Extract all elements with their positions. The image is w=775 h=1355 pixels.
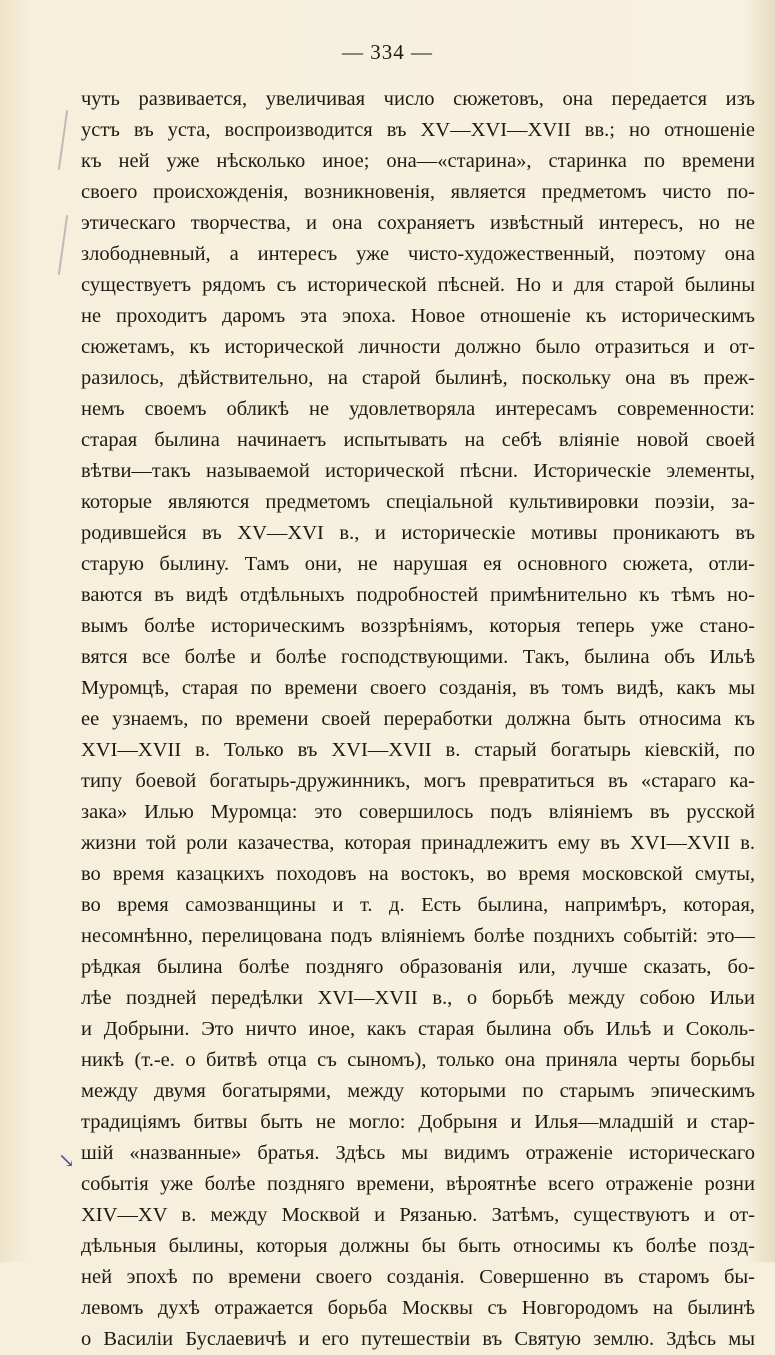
text-line: XVI—XVII в. Только въ XVI—XVII в. старый богатырь кіевскій, по: [81, 739, 755, 761]
text-line: не проходитъ даромъ эта эпоха. Новое отношеніе къ историческимъ: [81, 305, 755, 327]
text-line: во время самозванщины и т. д. Есть былина, напримѣръ, которая,: [81, 894, 755, 916]
text-line: ее узнаемъ, по времени своей переработки должна быть относима къ: [81, 708, 755, 730]
text-line: этическаго творчества, и она сохраняетъ извѣстный интересъ, но не: [81, 212, 755, 234]
text-line: вятся все болѣе и болѣе господствующими. Такъ, былина объ Ильѣ: [81, 646, 755, 668]
text-line: къ ней уже нѣсколько иное; она—«старина», старинка по времени: [81, 150, 755, 172]
text-line: и Добрыни. Это ничто иное, какъ старая былина объ Ильѣ и Соколь-: [81, 1018, 755, 1040]
text-line: жизни той роли казачества, которая принадлежитъ ему въ XVI—XVII в.: [81, 832, 755, 854]
text-line: ваются въ видѣ отдѣльныхъ подробностей примѣнительно къ тѣмъ но-: [81, 584, 755, 606]
text-line: чуть развивается, увеличивая число сюжетовъ, она передается изъ: [81, 88, 755, 110]
text-line: во время казацкихъ походовъ на востокъ, во время московской смуты,: [81, 863, 755, 885]
text-line: существуетъ рядомъ съ исторической пѣсней. Но и для старой былины: [81, 274, 755, 296]
text-line: вѣтви—такъ называемой исторической пѣсни. Историческіе элементы,: [81, 460, 755, 482]
text-line: злободневный, а интересъ уже чисто-художественный, поэтому она: [81, 243, 755, 265]
text-line: ней эпохѣ по времени своего созданія. Совершенно въ старомъ бы-: [81, 1266, 755, 1288]
text-line: которые являются предметомъ спеціальной культивировки поэзіи, за-: [81, 491, 755, 513]
text-line: вымъ болѣе историческимъ воззрѣніямъ, которыя теперь уже стано-: [81, 615, 755, 637]
margin-arrow-mark: ↘: [58, 1150, 75, 1172]
text-line: о Василіи Буслаевичѣ и его путешествіи въ Святую землю. Здѣсь мы: [81, 1328, 755, 1350]
text-line: шій «названные» братья. Здѣсь мы видимъ отраженіе историческаго: [81, 1142, 755, 1164]
text-line: традиціямъ битвы быть не могло: Добрыня и Илья—младшій и стар-: [81, 1111, 755, 1133]
margin-pencil-stroke: [58, 215, 68, 275]
text-line: рѣдкая былина болѣе поздняго образованія или, лучше сказать, бо-: [81, 956, 755, 978]
text-line: дѣльныя былины, которыя должны бы быть относимы къ болѣе позд-: [81, 1235, 755, 1257]
text-line: немъ своемъ обликѣ не удовлетворяла интересамъ современности:: [81, 398, 755, 420]
text-line: сюжетамъ, къ исторической личности должно было отразиться и от-: [81, 336, 755, 358]
text-line: устъ въ уста, воспроизводится въ XV—XVI—XVII вв.; но отношеніе: [81, 119, 755, 141]
text-line: Муромцѣ, старая по времени своего созданія, въ томъ видѣ, какъ мы: [81, 677, 755, 699]
margin-pencil-stroke: [58, 110, 68, 170]
text-line: зака» Илью Муромца: это совершилось подъ вліяніемъ въ русской: [81, 801, 755, 823]
body-text: [81, 84, 755, 1355]
text-line: своего происхожденія, возникновенія, является предметомъ чисто по-: [81, 181, 755, 203]
text-line: событія уже болѣе поздняго времени, вѣроятнѣе всего отраженіе розни: [81, 1173, 755, 1195]
text-line: разилось, дѣйствительно, на старой былинѣ, поскольку она въ преж-: [81, 367, 755, 389]
page-number: — 334 —: [342, 40, 433, 64]
text-line: XIV—XV в. между Москвой и Рязанью. Затѣмъ, существуютъ и от-: [81, 1204, 755, 1226]
text-line: левомъ духѣ отражается борьба Москвы съ Новгородомъ на былинѣ: [81, 1297, 755, 1319]
text-line: типу боевой богатырь-дружинникъ, могъ превратиться въ «стараго ка-: [81, 770, 755, 792]
text-line: лѣе поздней передѣлки XVI—XVII в., о борьбѣ между собою Ильи: [81, 987, 755, 1009]
text-line: родившейся въ XV—XVI в., и историческіе мотивы проникаютъ въ: [81, 522, 755, 544]
text-line: старая былина начинаетъ испытывать на себѣ вліяніе новой своей: [81, 429, 755, 451]
text-line: никѣ (т.-е. о битвѣ отца съ сыномъ), только она приняла черты борьбы: [81, 1049, 755, 1071]
text-line: между двумя богатырями, между которыми по старымъ эпическимъ: [81, 1080, 755, 1102]
text-line: несомнѣнно, перелицована подъ вліяніемъ болѣе позднихъ событій: это—: [81, 925, 755, 947]
text-line: старую былину. Тамъ они, не нарушая ея основного сюжета, отли-: [81, 553, 755, 575]
